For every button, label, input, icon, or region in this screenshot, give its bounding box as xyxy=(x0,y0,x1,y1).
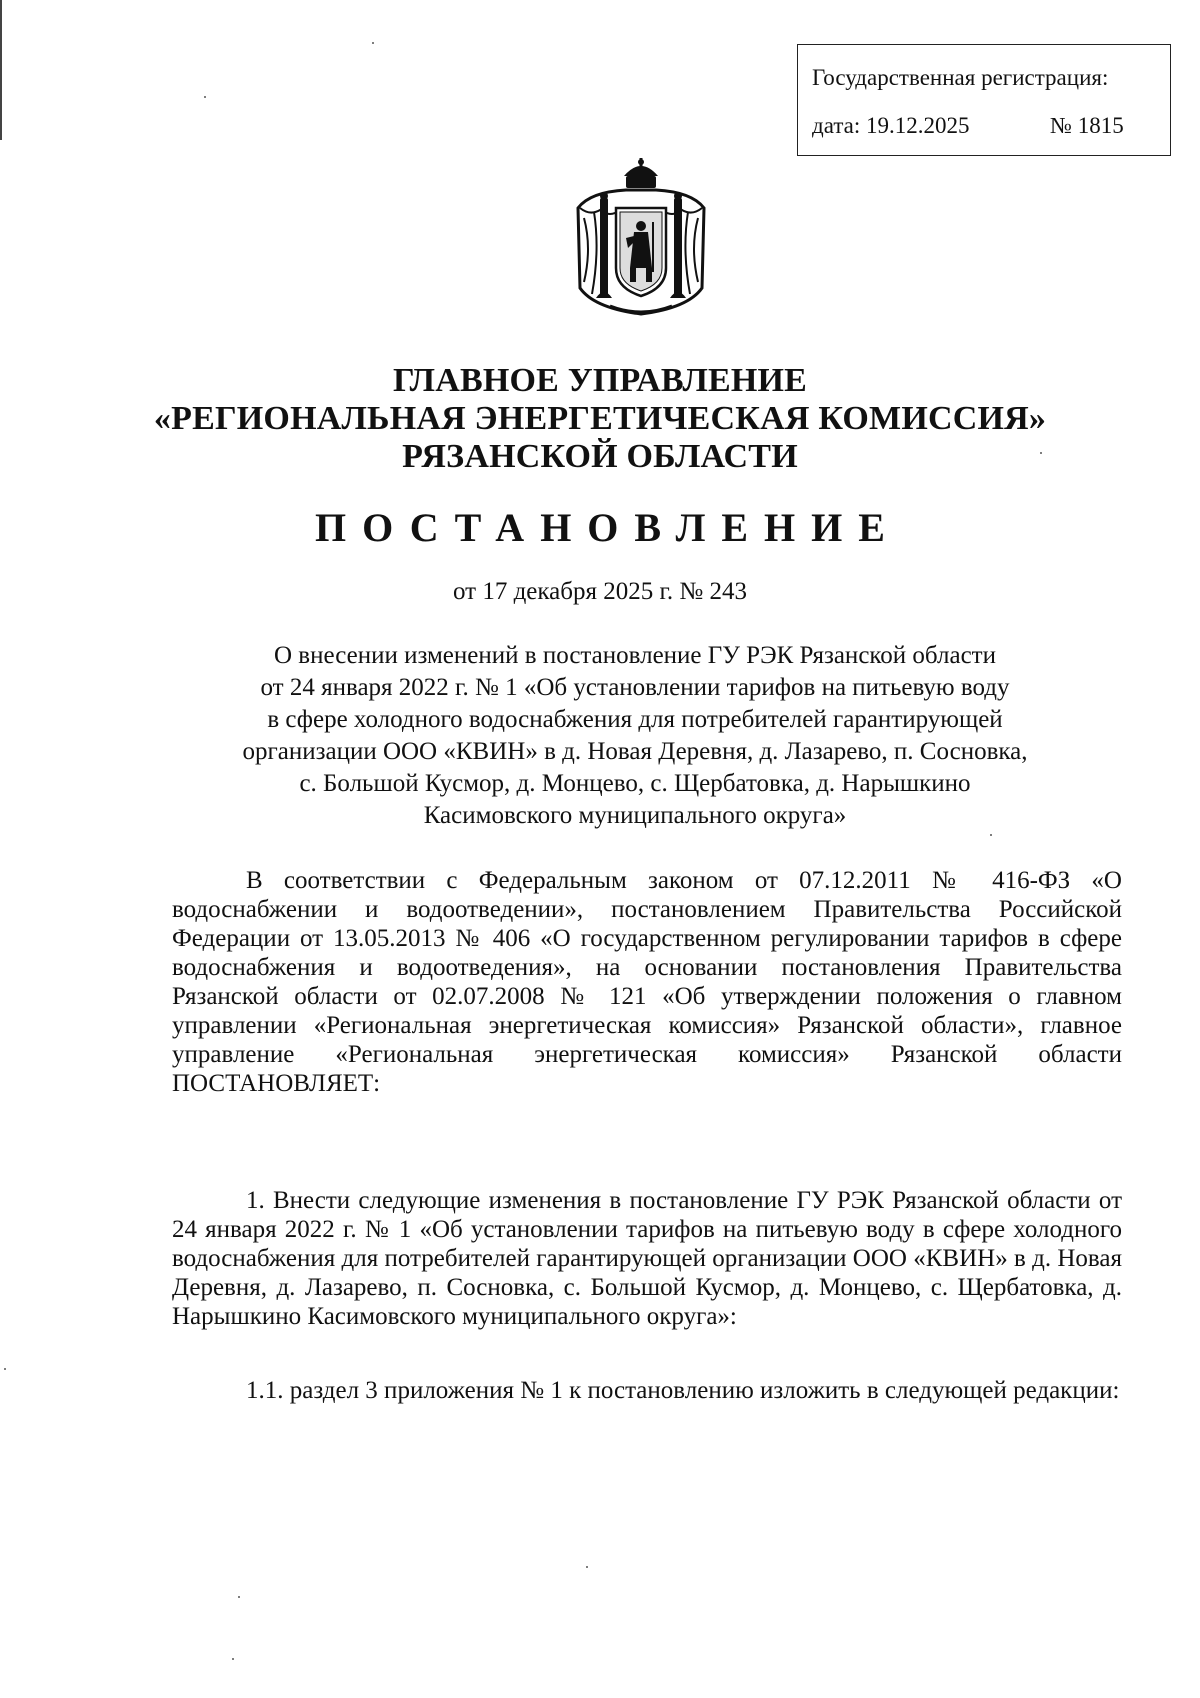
organization-line-3: РЯЗАНСКОЙ ОБЛАСТИ xyxy=(402,438,798,475)
scan-speck xyxy=(4,1368,6,1370)
ryazan-coat-of-arms-icon xyxy=(570,158,712,318)
scan-speck xyxy=(372,42,374,44)
scan-speck xyxy=(232,1658,234,1660)
subject-line-5: с. Большой Кусмор, д. Монцево, с. Щербатовка, д. Нарышкино xyxy=(299,770,971,797)
document-subject xyxy=(140,640,1130,832)
item-1-1-paragraph: 1.1. раздел 3 приложения № 1 к постановлению изложить в следующей редакции: xyxy=(246,1377,1120,1404)
preamble-paragraph: В соответствии с Федеральным законом от 07.12.2011 № 416-ФЗ «О водоснабжении и водоотведении», постановлением Правительства Российской Федерации от 13.05.2013 № 406 «О государственном регулировании тарифов в сфере водоснабжения и водоотведения», на основании постановления Правительства Рязанской области от 02.07.2008 № 121 «Об утверждении положения о главном управлении «Региональная энергетическая комиссия» Рязанской области», главное управление «Региональная энергетическая комиссия» Рязанской области ПОСТАНОВЛЯЕТ: xyxy=(172,867,1122,1097)
item-1-paragraph: 1. Внести следующие изменения в постановление ГУ РЭК Рязанской области от 24 января 2022 г. № 1 «Об установлении тарифов на питьевую воду в сфере холодного водоснабжения для потребителей гарантирующей организации ООО «КВИН» в д. Новая Деревня, д. Лазарево, п. Сосновка, с. Большой Кусмор, д. Монцево, с. Щербатовка, д. Нарышкино Касимовского муниципального округа»: xyxy=(172,1187,1122,1330)
organization-line-2: «РЕГИОНАЛЬНАЯ ЭНЕРГЕТИЧЕСКАЯ КОМИССИЯ» xyxy=(153,400,1047,437)
scan-speck xyxy=(990,834,992,836)
subject-line-1: О внесении изменений в постановление ГУ РЭК Рязанской области xyxy=(274,642,996,669)
subject-line-2: от 24 января 2022 г. № 1 «Об установлении тарифов на питьевую воду xyxy=(260,674,1010,701)
document-type: ПОСТАНОВЛЕНИЕ xyxy=(315,505,901,550)
subject-line-3: в сфере холодного водоснабжения для потребителей гарантирующей xyxy=(267,706,1003,733)
registration-title: Государственная регистрация: xyxy=(812,65,1109,90)
scan-speck xyxy=(238,1596,240,1598)
registration-number: № 1815 xyxy=(1050,113,1124,138)
organization-line-1: ГЛАВНОЕ УПРАВЛЕНИЕ xyxy=(392,362,808,399)
subject-line-6: Касимовского муниципального округа» xyxy=(423,802,847,829)
subject-line-4: организации ООО «КВИН» в д. Новая Деревня, д. Лазарево, п. Сосновка, xyxy=(242,738,1028,765)
scan-speck xyxy=(204,96,206,98)
scan-edge xyxy=(0,0,2,140)
organization-title xyxy=(0,362,1200,476)
document-date: от 17 декабря 2025 г. № 243 xyxy=(452,578,748,605)
scan-speck xyxy=(1040,452,1042,454)
registration-stamp xyxy=(797,44,1171,156)
scan-speck xyxy=(586,1566,588,1568)
registration-date: дата: 19.12.2025 xyxy=(812,113,970,138)
